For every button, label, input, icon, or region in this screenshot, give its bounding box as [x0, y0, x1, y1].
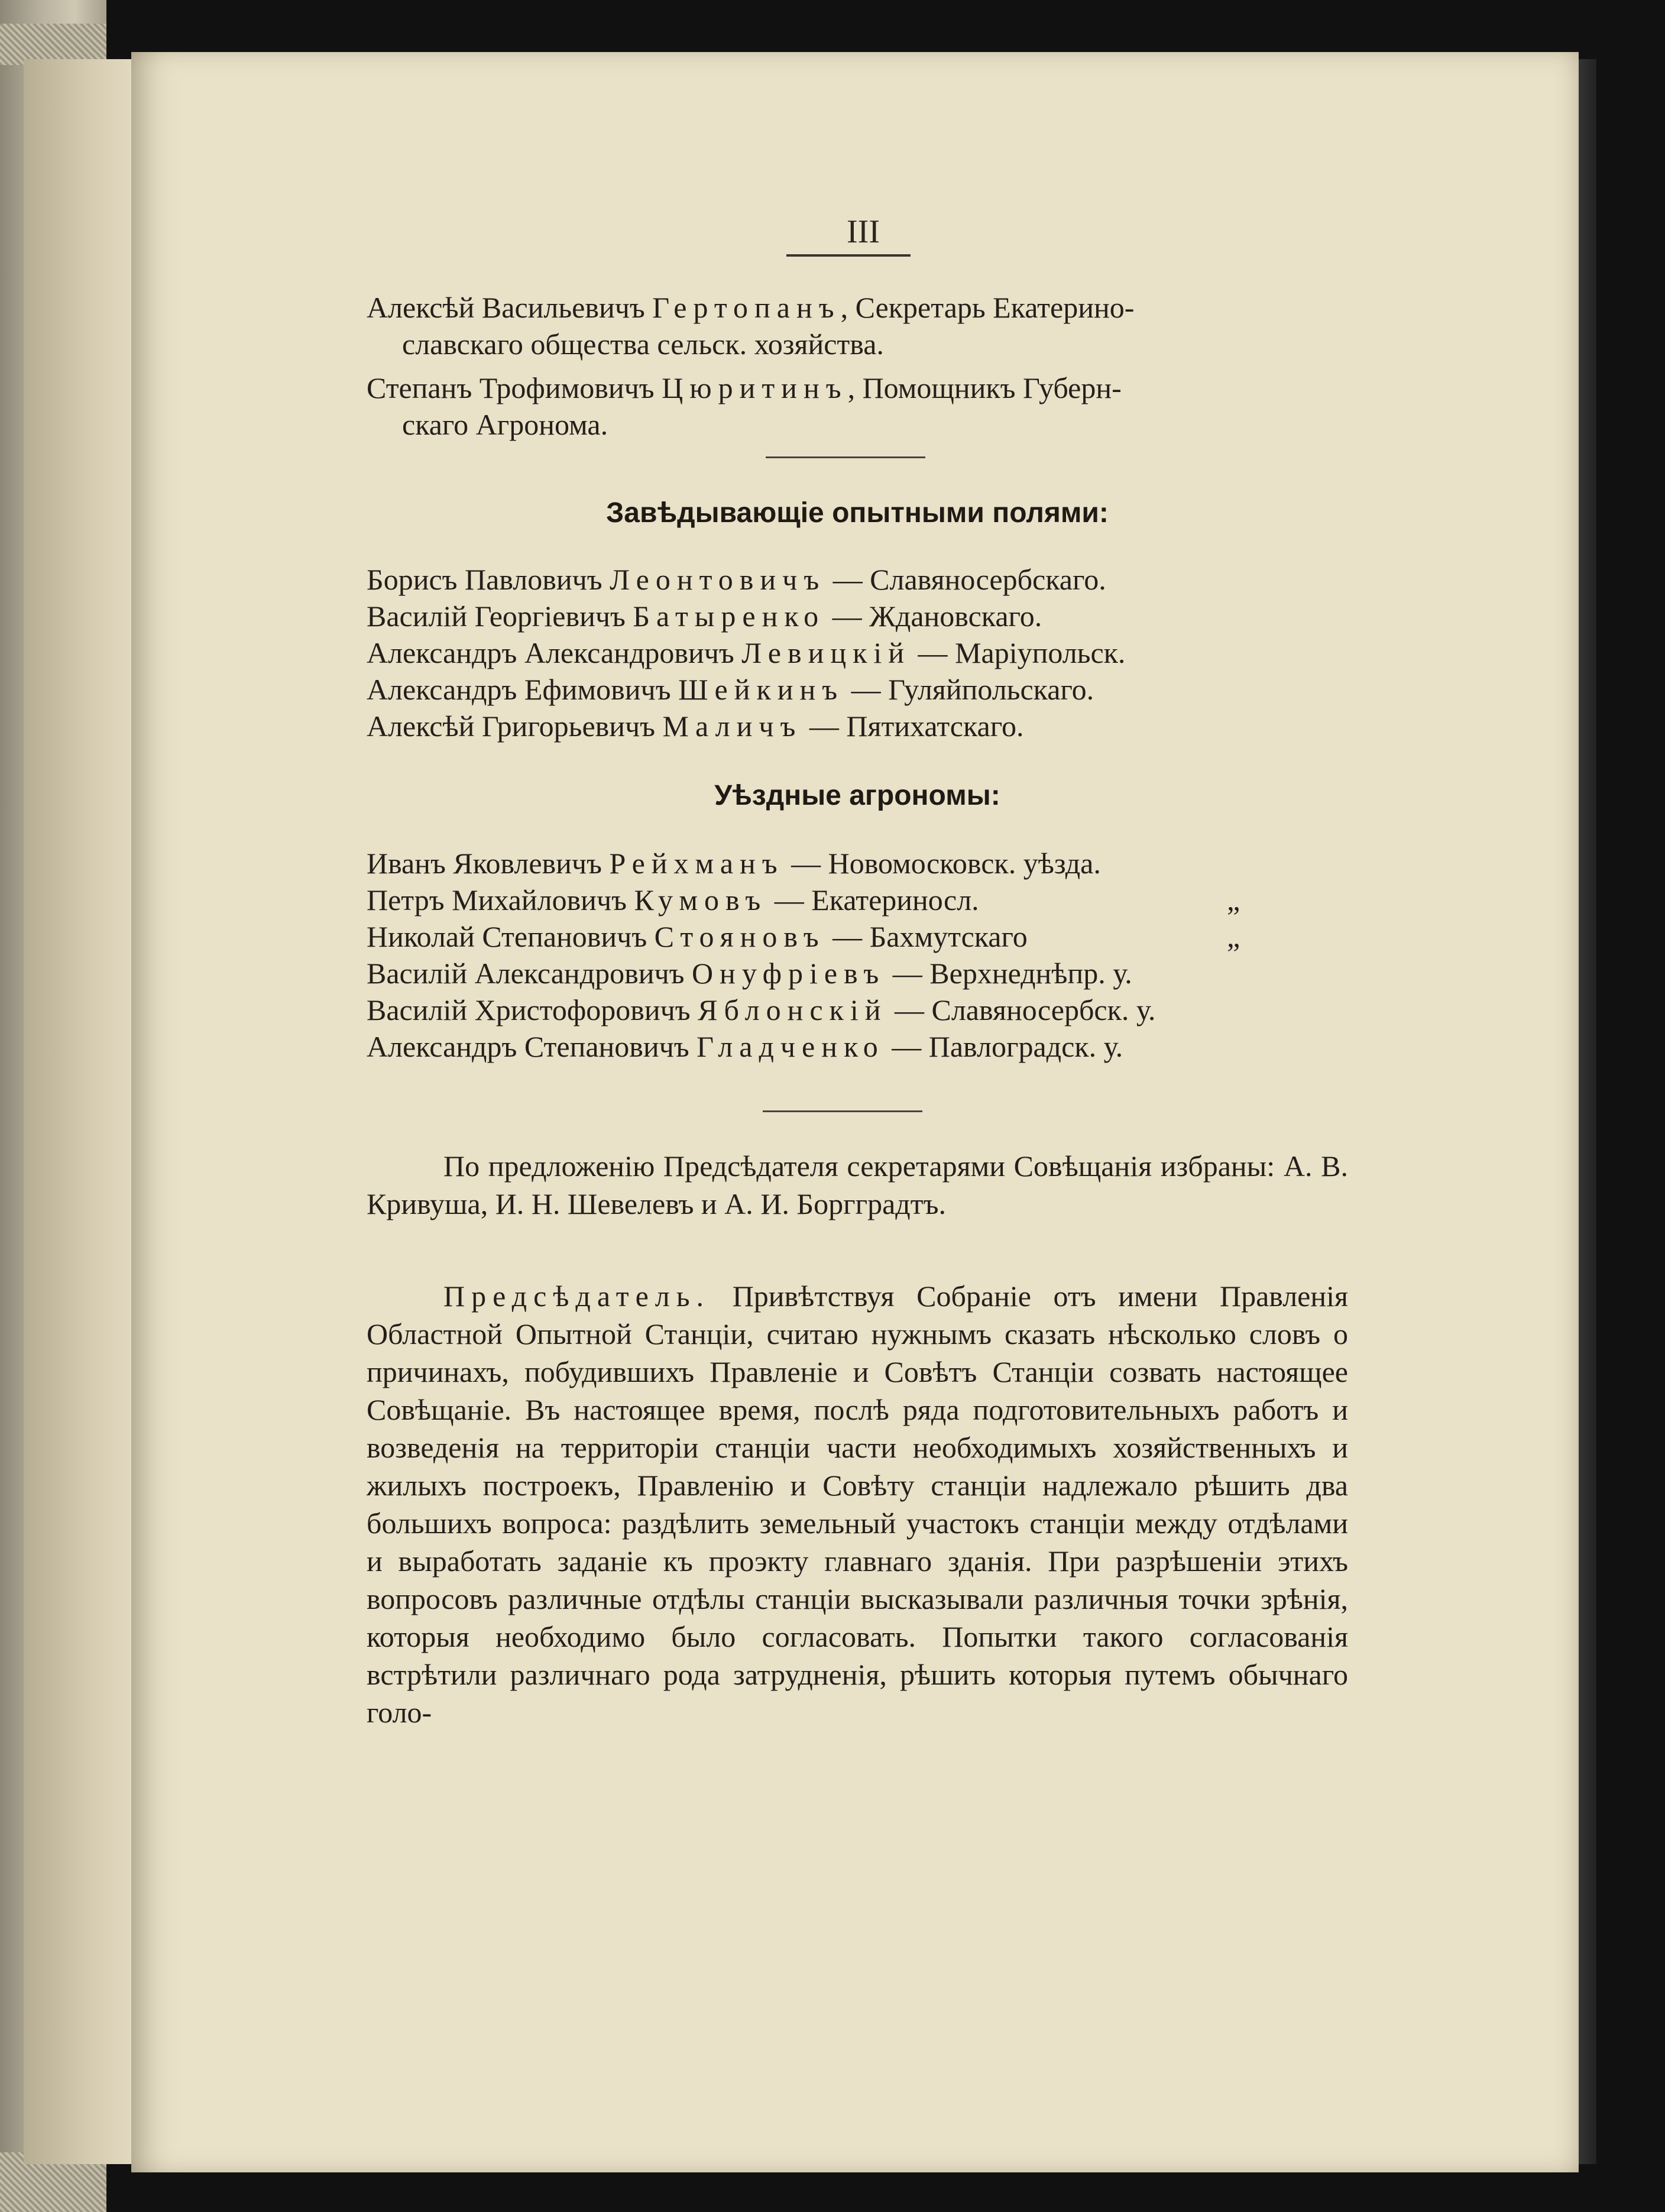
field-entry: Василій Георгіевичъ Батыренко — Ждановскаго.: [367, 600, 1042, 633]
fields-heading: Завѣдывающіе опытными полями:: [606, 497, 1109, 529]
field-entry: Борисъ Павловичъ Леонтовичъ — Славяносербскаго.: [367, 563, 1106, 596]
surname: Цюритинъ: [662, 371, 848, 404]
secretary-entry-1-cont: славскаго общества сельск. хозяйства.: [402, 328, 884, 361]
speaker-label: Предсѣдатель.: [443, 1280, 711, 1313]
left-page-edge: [24, 59, 136, 2164]
ditto-mark: „: [1227, 883, 1240, 916]
secretary-entry-2-cont: скаго Агронома.: [402, 408, 608, 441]
agronomist-entry: Иванъ Яковлевичъ Рейхманъ — Новомосковск. уѣзда.: [367, 847, 1101, 880]
page-number-rule: [786, 254, 911, 257]
agronomist-entry: Николай Степановичъ Стояновъ — Бахмутскаго: [367, 920, 1028, 953]
page-number: III: [847, 213, 880, 250]
agronomist-entry: Василій Александровичъ Онуфріевъ — Верхнеднѣпр. у.: [367, 957, 1132, 990]
secretary-entry-2: Степанъ Трофимовичъ Цюритинъ, Помощникъ Губерн-: [367, 371, 1122, 404]
field-entry: Александръ Ефимовичъ Шейкинъ — Гуляйпольскаго.: [367, 673, 1094, 706]
agronomist-entry: Петръ Михайловичъ Кумовъ — Екатериносл.: [367, 883, 979, 916]
field-entry: Александръ Александровичъ Левицкій — Маріупольск.: [367, 636, 1126, 669]
surname: Гертопанъ: [652, 291, 841, 324]
ditto-mark: „: [1227, 920, 1240, 953]
field-entry: Алексѣй Григорьевичъ Маличъ — Пятихатскаго.: [367, 710, 1024, 743]
agronomists-heading: Уѣздные агрономы:: [714, 780, 1000, 811]
section-divider: [763, 1110, 922, 1112]
paragraph-chairman: Предсѣдатель. Привѣтствуя Собраніе отъ имени Правленія Областной Опытной Станціи, считаю нужнымъ сказать нѣсколько словъ о причинахъ, побудившихъ Правленіе и Совѣтъ Станціи созвать настоящее Совѣщаніе. Въ настоящее время, послѣ ряда подготовительныхъ работъ и возведенія на территоріи станціи части необходимыхъ хозяйственныхъ и жилыхъ построекъ, Правленію и Совѣту станціи надлежало рѣшить два большихъ вопроса: раздѣлить земельный участокъ станціи между отдѣлами и выработать заданіе къ проэкту главнаго зданія. При разрѣшеніи этихъ вопросовъ различные отдѣлы станціи высказывали различныя точки зрѣнія, которыя необходимо было согласовать. Попытки такого согласованія встрѣтили различнаго рода затрудненія, рѣшить которыя путемъ обычнаго голо-: [367, 1280, 1348, 1729]
paragraph-secretaries: По предложенію Предсѣдателя секретарями Совѣщанія избраны: А. В. Кривуша, И. Н. Шевелевъ и А. И. Боргградтъ.: [367, 1149, 1348, 1220]
agronomist-entry: Александръ Степановичъ Гладченко — Павлоградск. у.: [367, 1030, 1123, 1063]
section-divider: [766, 456, 925, 458]
secretary-entry-1: Алексѣй Васильевичъ Гертопанъ, Секретарь Екатерино-: [367, 291, 1135, 324]
agronomist-entry: Василій Христофоровичъ Яблонскій — Славяносербск. у.: [367, 993, 1156, 1026]
